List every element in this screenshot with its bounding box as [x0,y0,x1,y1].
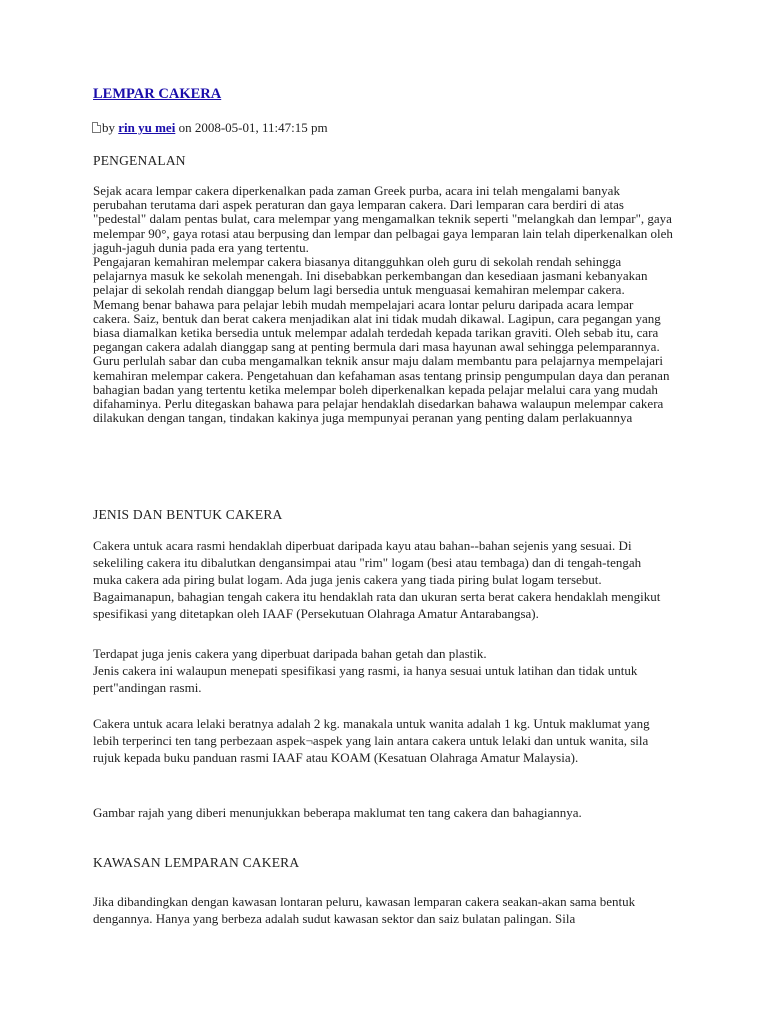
byline [92,120,328,136]
paragraph-intro-3: Guru perlulah sabar dan cuba mengamalkan teknik ansur maju dalam membantu para pelajarnya mempelajari kemahiran melempar cakera. Pengetahuan dan kefahaman asas tentang prinsip pengumpulan daya dan peranan bahagian badan yang tertentu ketika melempar boleh diperkenalkan kepada pelajar melalui cara yang mudah difahaminya. Perlu ditegaskan bahawa para pelajar hendaklah disedarkan bahawa walaupun melempar cakera dilakukan dengan tangan, tindakan kakinya juga mempunyai peranan yang penting dalam perlakuannya [93,353,670,426]
paragraph-jenis-2 [93,645,673,696]
paragraph-jenis-4: Gambar rajah yang diberi menunjukkan beberapa maklumat ten tang cakera dan bahagiannya. [93,805,582,820]
byline-date: on 2008-05-01, 11:47:15 pm [175,120,328,135]
document-icon [92,122,101,133]
paragraph-jenis-2a: Terdapat juga jenis cakera yang diperbuat daripada bahan getah dan plastik. [93,646,487,661]
paragraph-jenis-2b: Jenis cakera ini walaupun menepati spesifikasi yang rasmi, ia hanya sesuai untuk latihan dan tidak untuk pert"andingan rasmi. [93,663,638,695]
author-link[interactable]: rin yu mei [118,120,176,135]
section-pengenalan [93,184,673,425]
paragraph-intro-1: Sejak acara lempar cakera diperkenalkan pada zaman Greek purba, acara ini telah mengalami banyak perubahan terutama dari aspek peraturan dan gaya lemparan cakera. Dari lemparan cara berdiri di atas "pedestal" dalam pentas bulat, cara melempar yang mengamalkan teknik seperti "melangkah dan lempar", gaya melempar 90°, gaya rotasi atau berpusing dan lempar dan pelbagai gaya lemparan lain telah diperkenalkan oleh jaguh-jaguh dunia pada era yang tertentu. [93,183,673,255]
heading-pengenalan: PENGENALAN [93,153,186,168]
article-title-link[interactable]: LEMPAR CAKERA [93,86,222,102]
paragraph-intro-2: Pengajaran kemahiran melempar cakera biasanya ditangguhkan oleh guru di sekolah rendah sehingga pelajarnya masuk ke sekolah menengah. Ini disebabkan perkembangan dan kesediaan jasmani kebanyakan pelajar di sekolah rendah dianggap belum lagi bersedia untuk menguasai kemahiran melempar cakera. Memang benar bahawa para pelajar lebih mudah mempelajari acara lontar peluru daripada acara lempar cakera. Saiz, bentuk dan berat cakera menjadikan alat ini tidak mudah dikawal. Lagipun, cara pegangan yang biasa diamalkan ketika bersedia untuk melempar adalah terdedah kepada tarikan graviti. Oleh sebab itu, cara pegangan cakera adalah dianggap sang at penting bermula dari masa hayunan awal sehingga pelemparannya. [93,254,661,355]
paragraph-jenis-1: Cakera untuk acara rasmi hendaklah diperbuat daripada kayu atau bahan--bahan sejenis yang sesuai. Di sekeliling cakera itu dibalutkan dengansimpai atau "rim" logam (besi atau tembaga) dan di tengah-tengah muka cakera ada piring bulat logam. Ada juga jenis cakera yang tiada piring bulat logam tersebut. Bagaimanapun, bahagian tengah cakera itu hendaklah rata dan ukuran serta berat cakera hendaklah mengikut spesifikasi yang ditetapkan oleh IAAF (Persekutuan Olahraga Amatur Antarabangsa). [93,538,661,621]
heading-kawasan: KAWASAN LEMPARAN CAKERA [93,855,300,870]
paragraph-kawasan-1: Jika dibandingkan dengan kawasan lontaran peluru, kawasan lemparan cakera seakan-akan sama bentuk dengannya. Hanya yang berbeza adalah sudut kawasan sektor dan saiz bulatan palingan. Sila [93,894,636,926]
byline-prefix: by [102,120,119,135]
paragraph-jenis-3: Cakera untuk acara lelaki beratnya adalah 2 kg. manakala untuk wanita adalah 1 kg. Untuk maklumat yang lebih terperinci ten tang perbezaan aspek¬aspek yang lain antara cakera untuk lelaki dan untuk wanita, sila rujuk kepada buku panduan rasmi IAAF atau KOAM (Kesatuan Olahraga Amatur Malaysia). [93,716,650,765]
heading-jenis-bentuk: JENIS DAN BENTUK CAKERA [93,507,283,522]
